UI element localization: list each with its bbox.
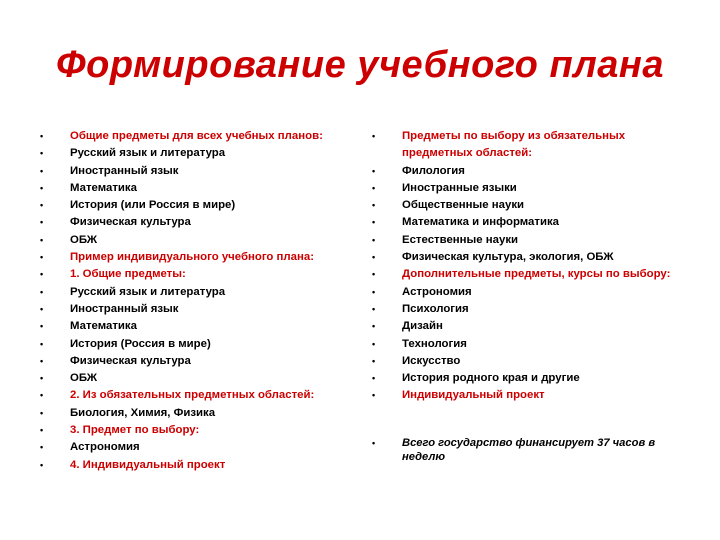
list-item <box>40 336 340 353</box>
list-item <box>372 301 692 318</box>
list-item-text: Естественные науки <box>402 233 519 246</box>
list-item <box>40 318 340 335</box>
list-item-text: Физическая культура <box>70 354 191 367</box>
list-item <box>40 163 340 180</box>
list-item-text: 3. Предмет по выбору: <box>70 424 200 437</box>
list-item <box>372 266 692 283</box>
bullet-icon: • <box>372 200 376 211</box>
list-item <box>372 370 692 387</box>
list-item-text: 4. Индивидуальный проект <box>70 458 226 471</box>
bullet-icon: • <box>40 442 44 453</box>
list-item-text: ОБЖ <box>70 233 98 246</box>
bullet-icon: • <box>40 234 44 245</box>
bullet-icon: • <box>372 303 376 314</box>
bullet-icon: • <box>40 407 44 418</box>
bullet-icon: • <box>40 200 44 211</box>
list-item <box>40 439 340 456</box>
right-column <box>372 128 692 405</box>
list-item <box>372 232 692 249</box>
bullet-icon: • <box>40 373 44 384</box>
bullet-icon: • <box>40 131 44 141</box>
bullet-icon: • <box>372 269 376 280</box>
bullet-icon: • <box>40 303 44 314</box>
list-item-text: История (Россия в мире) <box>70 337 211 350</box>
list-item-text: Иностранный язык <box>70 302 179 315</box>
list-item <box>372 163 692 180</box>
list-item <box>40 249 340 266</box>
list-item <box>40 284 340 301</box>
list-item <box>40 422 340 439</box>
list-item <box>40 266 340 283</box>
slide-title: Формирование учебного плана <box>55 44 665 86</box>
bullet-icon: • <box>40 269 44 280</box>
list-item <box>372 197 692 214</box>
list-item-text: Русский язык и литература <box>70 285 226 298</box>
list-item-text: Искусство <box>402 354 461 367</box>
list-item <box>40 232 340 249</box>
list-item-text: Пример индивидуального учебного плана: <box>70 251 315 264</box>
list-item-text: Физическая культура <box>70 216 191 229</box>
list-item-text: Индивидуальный проект <box>402 389 545 402</box>
bullet-icon: • <box>40 338 44 349</box>
bullet-icon: • <box>372 355 376 366</box>
left-bullet-list <box>40 128 340 474</box>
left-column <box>40 128 340 474</box>
bullet-icon: • <box>372 373 376 384</box>
list-item <box>372 128 692 163</box>
list-item-text: История (или Россия в мире) <box>70 199 236 212</box>
funding-note-text: Всего государство финансирует 37 часов в неделю <box>402 437 656 463</box>
list-item-text: Русский язык и литература <box>70 147 226 160</box>
list-item-text: Математика и информатика <box>402 216 559 229</box>
list-item <box>40 128 340 145</box>
list-item <box>372 336 692 353</box>
list-item <box>372 214 692 231</box>
bullet-icon: • <box>372 217 376 228</box>
list-item-text: ОБЖ <box>70 372 98 385</box>
list-item-text: История родного края и другие <box>402 372 580 385</box>
bullet-icon: • <box>372 234 376 245</box>
list-item <box>40 180 340 197</box>
list-item-text: Технология <box>402 337 467 350</box>
list-item <box>40 197 340 214</box>
bullet-icon: • <box>40 148 44 159</box>
list-item-text: 1. Общие предметы: <box>70 268 186 281</box>
bullet-icon: • <box>40 425 44 436</box>
list-item <box>40 214 340 231</box>
list-item <box>372 180 692 197</box>
list-item-text: 2. Из обязательных предметных областей: <box>70 389 315 402</box>
list-item-text: Общественные науки <box>402 199 525 212</box>
list-item-text: Физическая культура, экология, ОБЖ <box>402 251 614 264</box>
list-item-text: Математика <box>70 181 137 194</box>
bullet-icon: • <box>40 321 44 332</box>
list-item <box>372 249 692 266</box>
bullet-icon: • <box>372 438 376 448</box>
list-item <box>372 353 692 370</box>
list-item-text: Предметы по выбору из обязательных предметных областей: <box>402 130 626 160</box>
bullet-icon: • <box>40 217 44 228</box>
bullet-icon: • <box>372 252 376 263</box>
list-item-text: Психология <box>402 302 469 315</box>
list-item-text: Астрономия <box>70 441 140 454</box>
list-item <box>40 457 340 474</box>
funding-note <box>372 436 692 464</box>
list-item-text: Дополнительные предметы, курсы по выбору: <box>402 268 671 281</box>
list-item-text: Астрономия <box>402 285 472 298</box>
bullet-icon: • <box>40 355 44 366</box>
bullet-icon: • <box>372 390 376 401</box>
list-item <box>40 353 340 370</box>
bullet-icon: • <box>40 390 44 401</box>
bullet-icon: • <box>372 321 376 332</box>
bullet-icon: • <box>40 459 44 470</box>
list-item <box>40 405 340 422</box>
list-item <box>40 145 340 162</box>
right-bullet-list <box>372 128 692 405</box>
bullet-icon: • <box>40 165 44 176</box>
bullet-icon: • <box>372 182 376 193</box>
bullet-icon: • <box>372 131 376 141</box>
list-item-text: Иностранные языки <box>402 181 517 194</box>
list-item-text: Филология <box>402 164 465 177</box>
list-item-text: Иностранный язык <box>70 164 179 177</box>
list-item <box>372 318 692 335</box>
list-item-text: Биология, Химия, Физика <box>70 406 216 419</box>
list-item-text: Дизайн <box>402 320 443 333</box>
list-item <box>40 387 340 404</box>
bullet-icon: • <box>40 252 44 263</box>
bullet-icon: • <box>372 165 376 176</box>
bullet-icon: • <box>372 286 376 297</box>
list-item <box>372 387 692 404</box>
list-item <box>40 370 340 387</box>
list-item-text: Общие предметы для всех учебных планов: <box>70 130 323 142</box>
list-item <box>372 284 692 301</box>
bullet-icon: • <box>40 182 44 193</box>
bullet-icon: • <box>40 286 44 297</box>
list-item <box>40 301 340 318</box>
bullet-icon: • <box>372 338 376 349</box>
list-item-text: Математика <box>70 320 137 333</box>
